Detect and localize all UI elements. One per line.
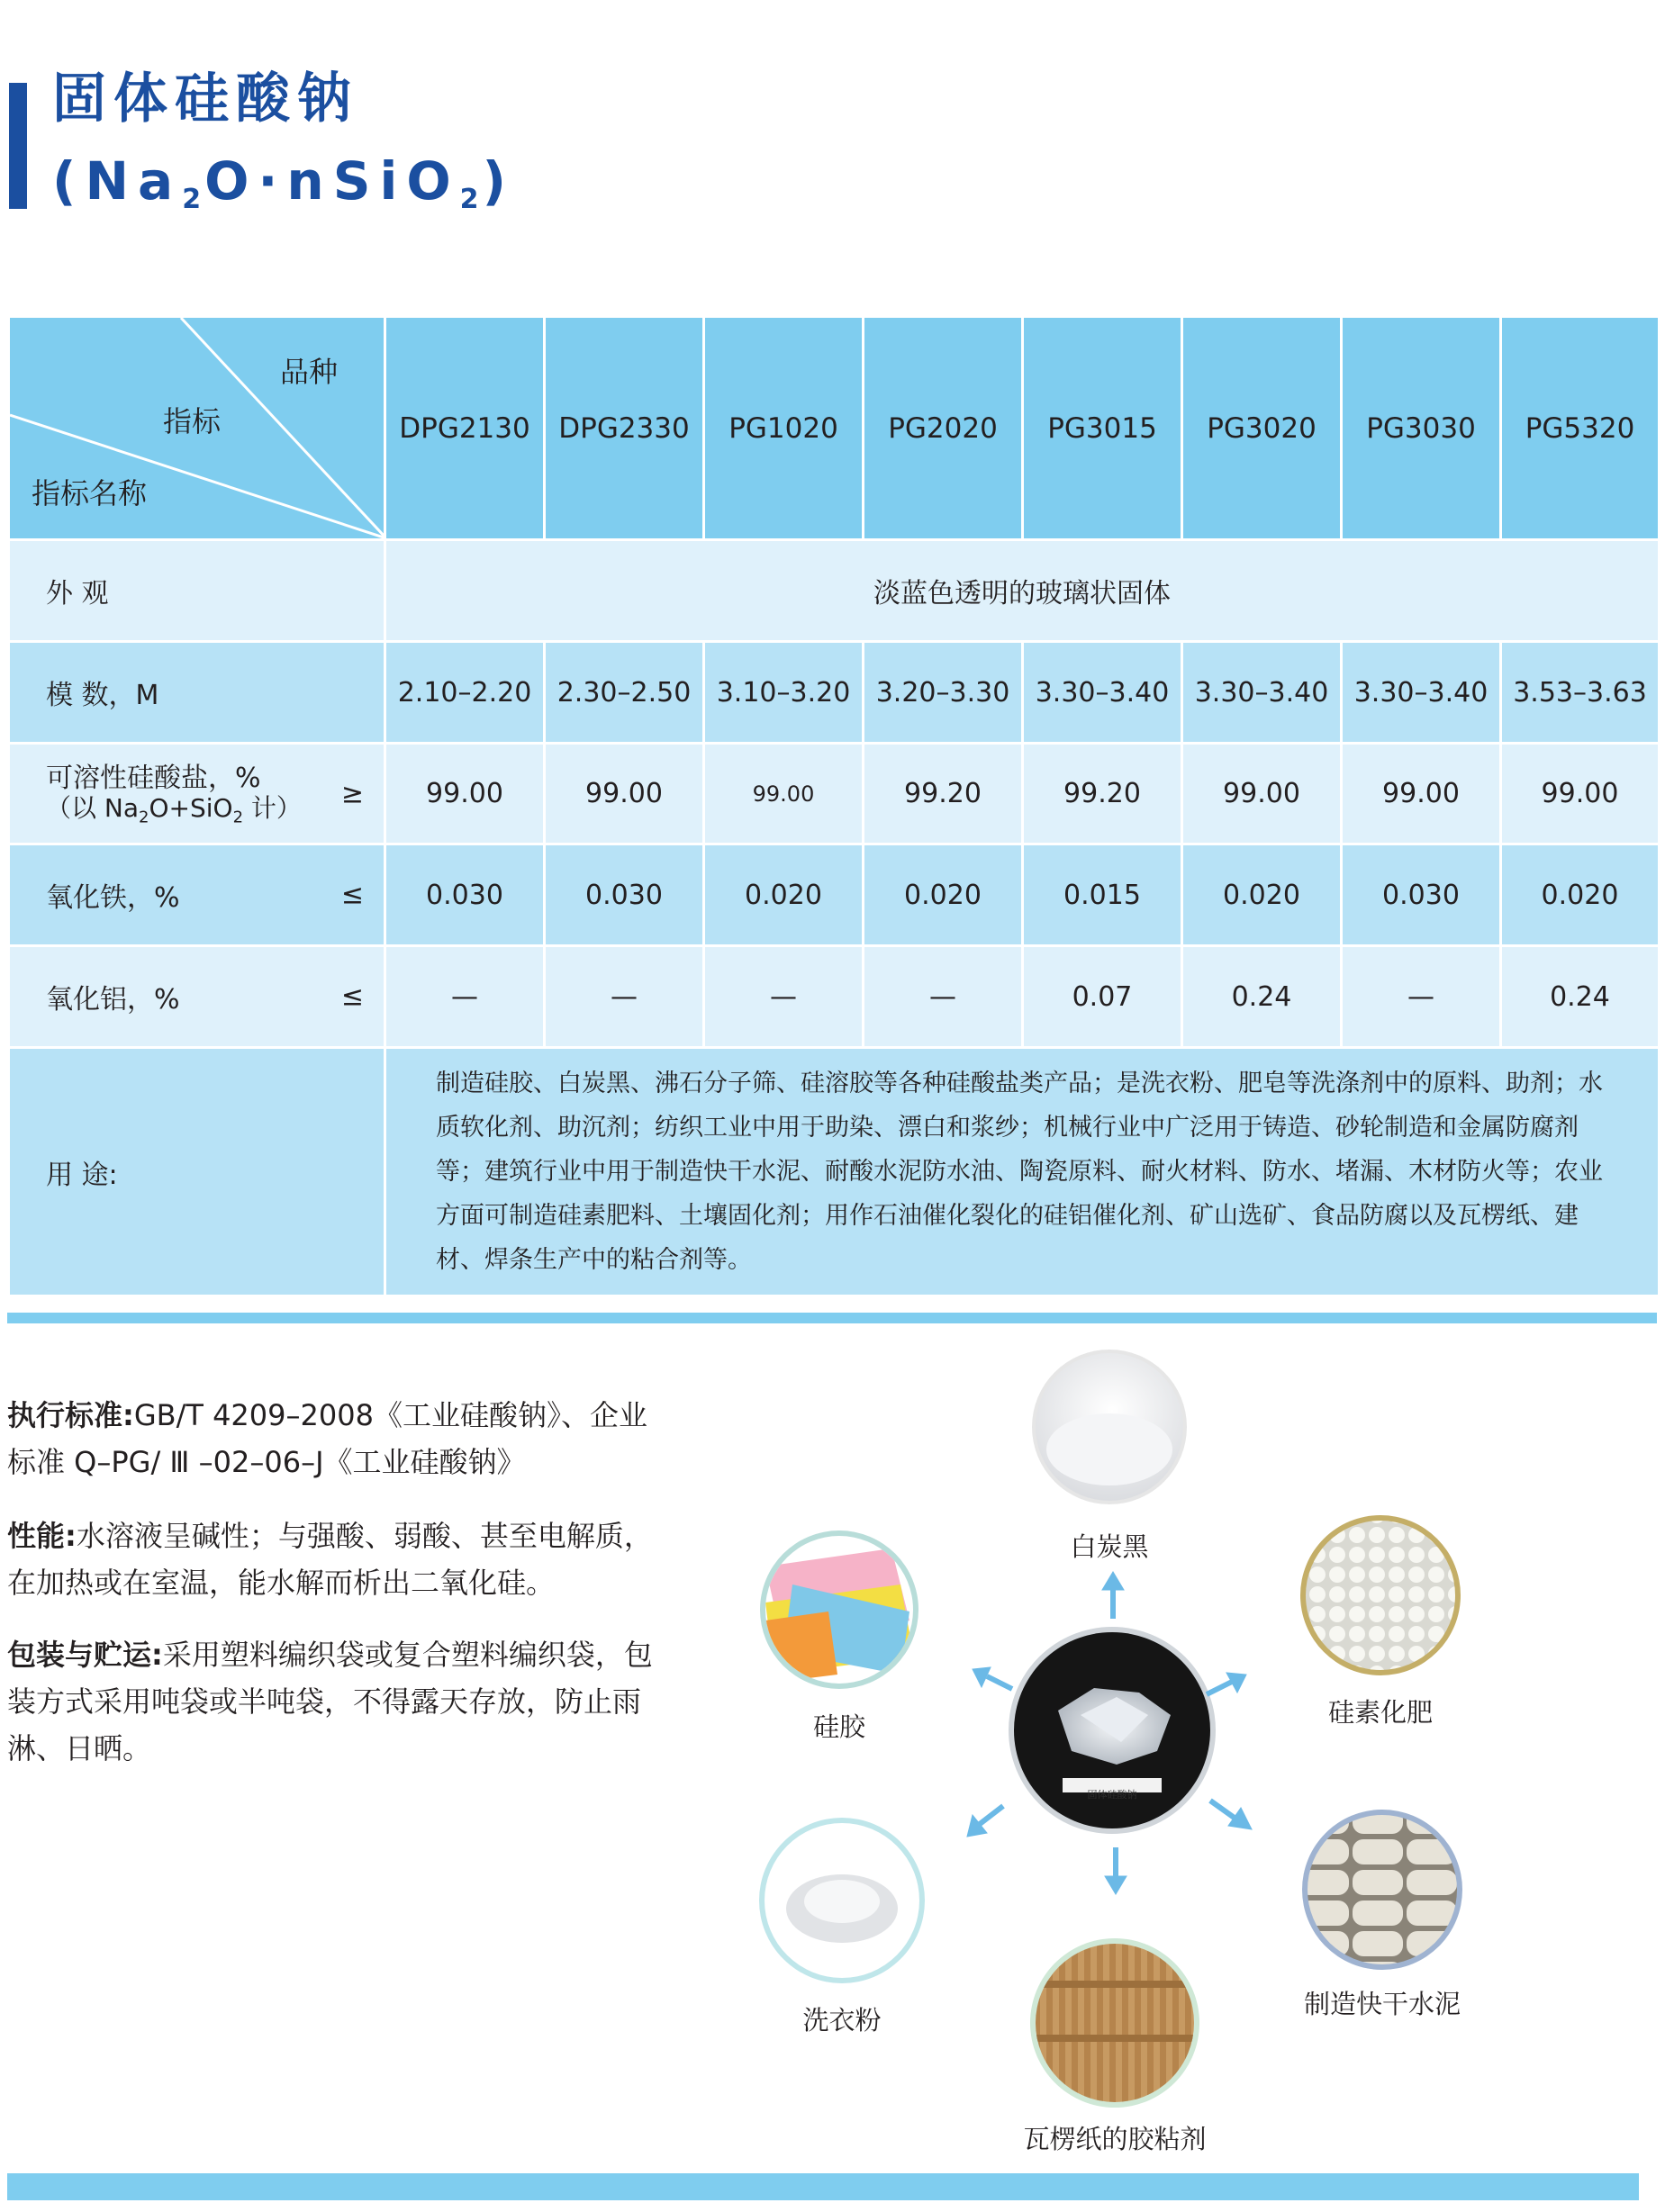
label-corrugated-adhesive: 瓦楞纸的胶粘剂 <box>1023 2124 1207 2154</box>
silicon-fertilizer-image <box>1300 1515 1461 1675</box>
table-cell: 0.030 <box>545 844 704 946</box>
comparator-ge: ≥ <box>340 778 364 809</box>
arrow-lower-right <box>1210 1801 1252 1829</box>
packaging-text: 采用塑料编织袋或复合塑料编织袋，包装方式采用吨袋或半吨袋，不得露天存放，防止雨淋、日晒。 <box>7 1638 653 1765</box>
label-quick-dry-cement: 制造快干水泥 <box>1303 1989 1461 2019</box>
code-header: PG2020 <box>864 317 1023 540</box>
table-cell: 3.30–3.40 <box>1182 642 1342 744</box>
white-carbon-image <box>1027 1346 1198 1508</box>
table-cell: 99.00 <box>1182 744 1342 844</box>
corrugated-board-image <box>1027 1936 1207 2116</box>
table-cell: 99.00 <box>545 744 704 844</box>
table-cell: 0.24 <box>1501 946 1660 1048</box>
arrow-down <box>1105 1847 1127 1894</box>
table-cell: 99.00 <box>1501 744 1660 844</box>
comparator-le: ≤ <box>340 980 364 1013</box>
corner-label-index-name: 指标名称 <box>32 476 148 510</box>
corner-label-variety: 品种 <box>280 355 339 389</box>
standard-label: 执行标准: <box>7 1398 134 1432</box>
table-cell: 3.10–3.20 <box>704 642 864 744</box>
table-cell: 0.020 <box>1182 844 1342 946</box>
standard-text: GB/T 4209–2008《工业硅酸钠》、企业标准 Q–PG/ Ⅲ –02–06–J《工业硅酸钠》 <box>7 1398 647 1479</box>
corner-label-index: 指标 <box>163 404 222 438</box>
table-cell: — <box>864 946 1023 1048</box>
performance-text: 水溶液呈碱性；与强酸、弱酸、甚至电解质，在加热或在室温，能水解而析出二氧化硅。 <box>7 1519 653 1600</box>
arrow-lower-left <box>967 1806 1003 1837</box>
label-white-carbon: 白炭黑 <box>1070 1531 1149 1562</box>
page-title: 固体硅酸钠 <box>52 68 358 131</box>
code-header: PG3015 <box>1023 317 1182 540</box>
table-cell: 99.00 <box>1342 744 1501 844</box>
footer-bar <box>7 2173 1639 2200</box>
table-cell: 0.24 <box>1182 946 1342 1048</box>
row-label: 外 观 <box>9 540 385 642</box>
table-cell: — <box>545 946 704 1048</box>
code-header: PG3020 <box>1182 317 1342 540</box>
row-label: 氧化铁，% <box>46 882 180 914</box>
appearance-value: 淡蓝色透明的玻璃状固体 <box>385 540 1660 642</box>
code-header: PG3030 <box>1342 317 1501 540</box>
table-cell: 3.30–3.40 <box>1342 642 1501 744</box>
table-cell: 3.30–3.40 <box>1023 642 1182 744</box>
table-cell: 99.20 <box>864 744 1023 844</box>
table-cell: 0.030 <box>1342 844 1501 946</box>
table-cell: 0.07 <box>1023 946 1182 1048</box>
table-cell: 99.00 <box>385 744 545 844</box>
code-header: DPG2330 <box>545 317 704 540</box>
label-silicon-fertilizer: 硅素化肥 <box>1327 1697 1434 1728</box>
label-silica-gel: 硅胶 <box>812 1711 866 1742</box>
table-cell: — <box>385 946 545 1048</box>
row-label-note: （以 $Na_2O+SiO_2$ 计） <box>46 793 302 827</box>
row-label: 模 数，M <box>9 642 385 744</box>
page-formula: $(Na_2O\cdot nSiO_2)$ <box>52 150 516 215</box>
table-cell: — <box>704 946 864 1048</box>
table-cell: 0.020 <box>1501 844 1660 946</box>
code-header: PG5320 <box>1501 317 1660 540</box>
label-washing-powder: 洗衣粉 <box>802 2005 882 2036</box>
table-cell: 0.020 <box>704 844 864 946</box>
table-cell: 99.20 <box>1023 744 1182 844</box>
row-label: 可溶性硅酸盐，% <box>46 763 261 795</box>
performance-label: 性能: <box>7 1519 77 1553</box>
table-cell: — <box>1342 946 1501 1048</box>
arrow-up <box>1102 1572 1124 1619</box>
center-product-image <box>1009 1627 1216 1834</box>
table-cell: 3.53–3.63 <box>1501 642 1660 744</box>
packaging-label: 包装与贮运: <box>7 1638 163 1672</box>
table-cell: 2.10–2.20 <box>385 642 545 744</box>
table-cell: 2.30–2.50 <box>545 642 704 744</box>
table-cell: 99.00 <box>704 744 864 844</box>
silica-gel-image <box>760 1530 918 1689</box>
uses-text: 制造硅胶、白炭黑、沸石分子筛、硅溶胶等各种硅酸盐类产品；是洗衣粉、肥皂等洗涤剂中的原料、助剂；水质软化剂、助沉剂；纺织工业中用于助染、漂白和浆纱；机械行业中广泛用于铸造、砂轮制造和金属防腐剂等；建筑行业中用于制造快干水泥、耐酸水泥防水油、陶瓷原料、耐火材料、防水、堵漏、木材防火等；农业方面可制造硅素肥料、土壤固化剂；用作石油催化裂化的硅铝催化剂、矿山选矿、食品防腐以及瓦楞纸、建材、焊条生产中的粘合剂等。 <box>385 1048 1660 1296</box>
arrow-upper-left <box>973 1667 1012 1689</box>
table-cell: 0.015 <box>1023 844 1182 946</box>
washing-powder-image <box>759 1818 925 1983</box>
table-cell: 0.020 <box>864 844 1023 946</box>
arrow-upper-right <box>1207 1673 1246 1694</box>
comparator-le: ≤ <box>340 879 364 911</box>
row-label: 氧化铝，% <box>46 984 180 1016</box>
code-header: PG1020 <box>704 317 864 540</box>
code-header: DPG2130 <box>385 317 545 540</box>
table-cell: 0.030 <box>385 844 545 946</box>
row-label: 用 途: <box>9 1048 385 1296</box>
center-product-caption: 固体硅酸钠 <box>1087 1789 1137 1801</box>
cement-bags-image <box>1302 1810 1462 1970</box>
table-cell: 3.20–3.30 <box>864 642 1023 744</box>
